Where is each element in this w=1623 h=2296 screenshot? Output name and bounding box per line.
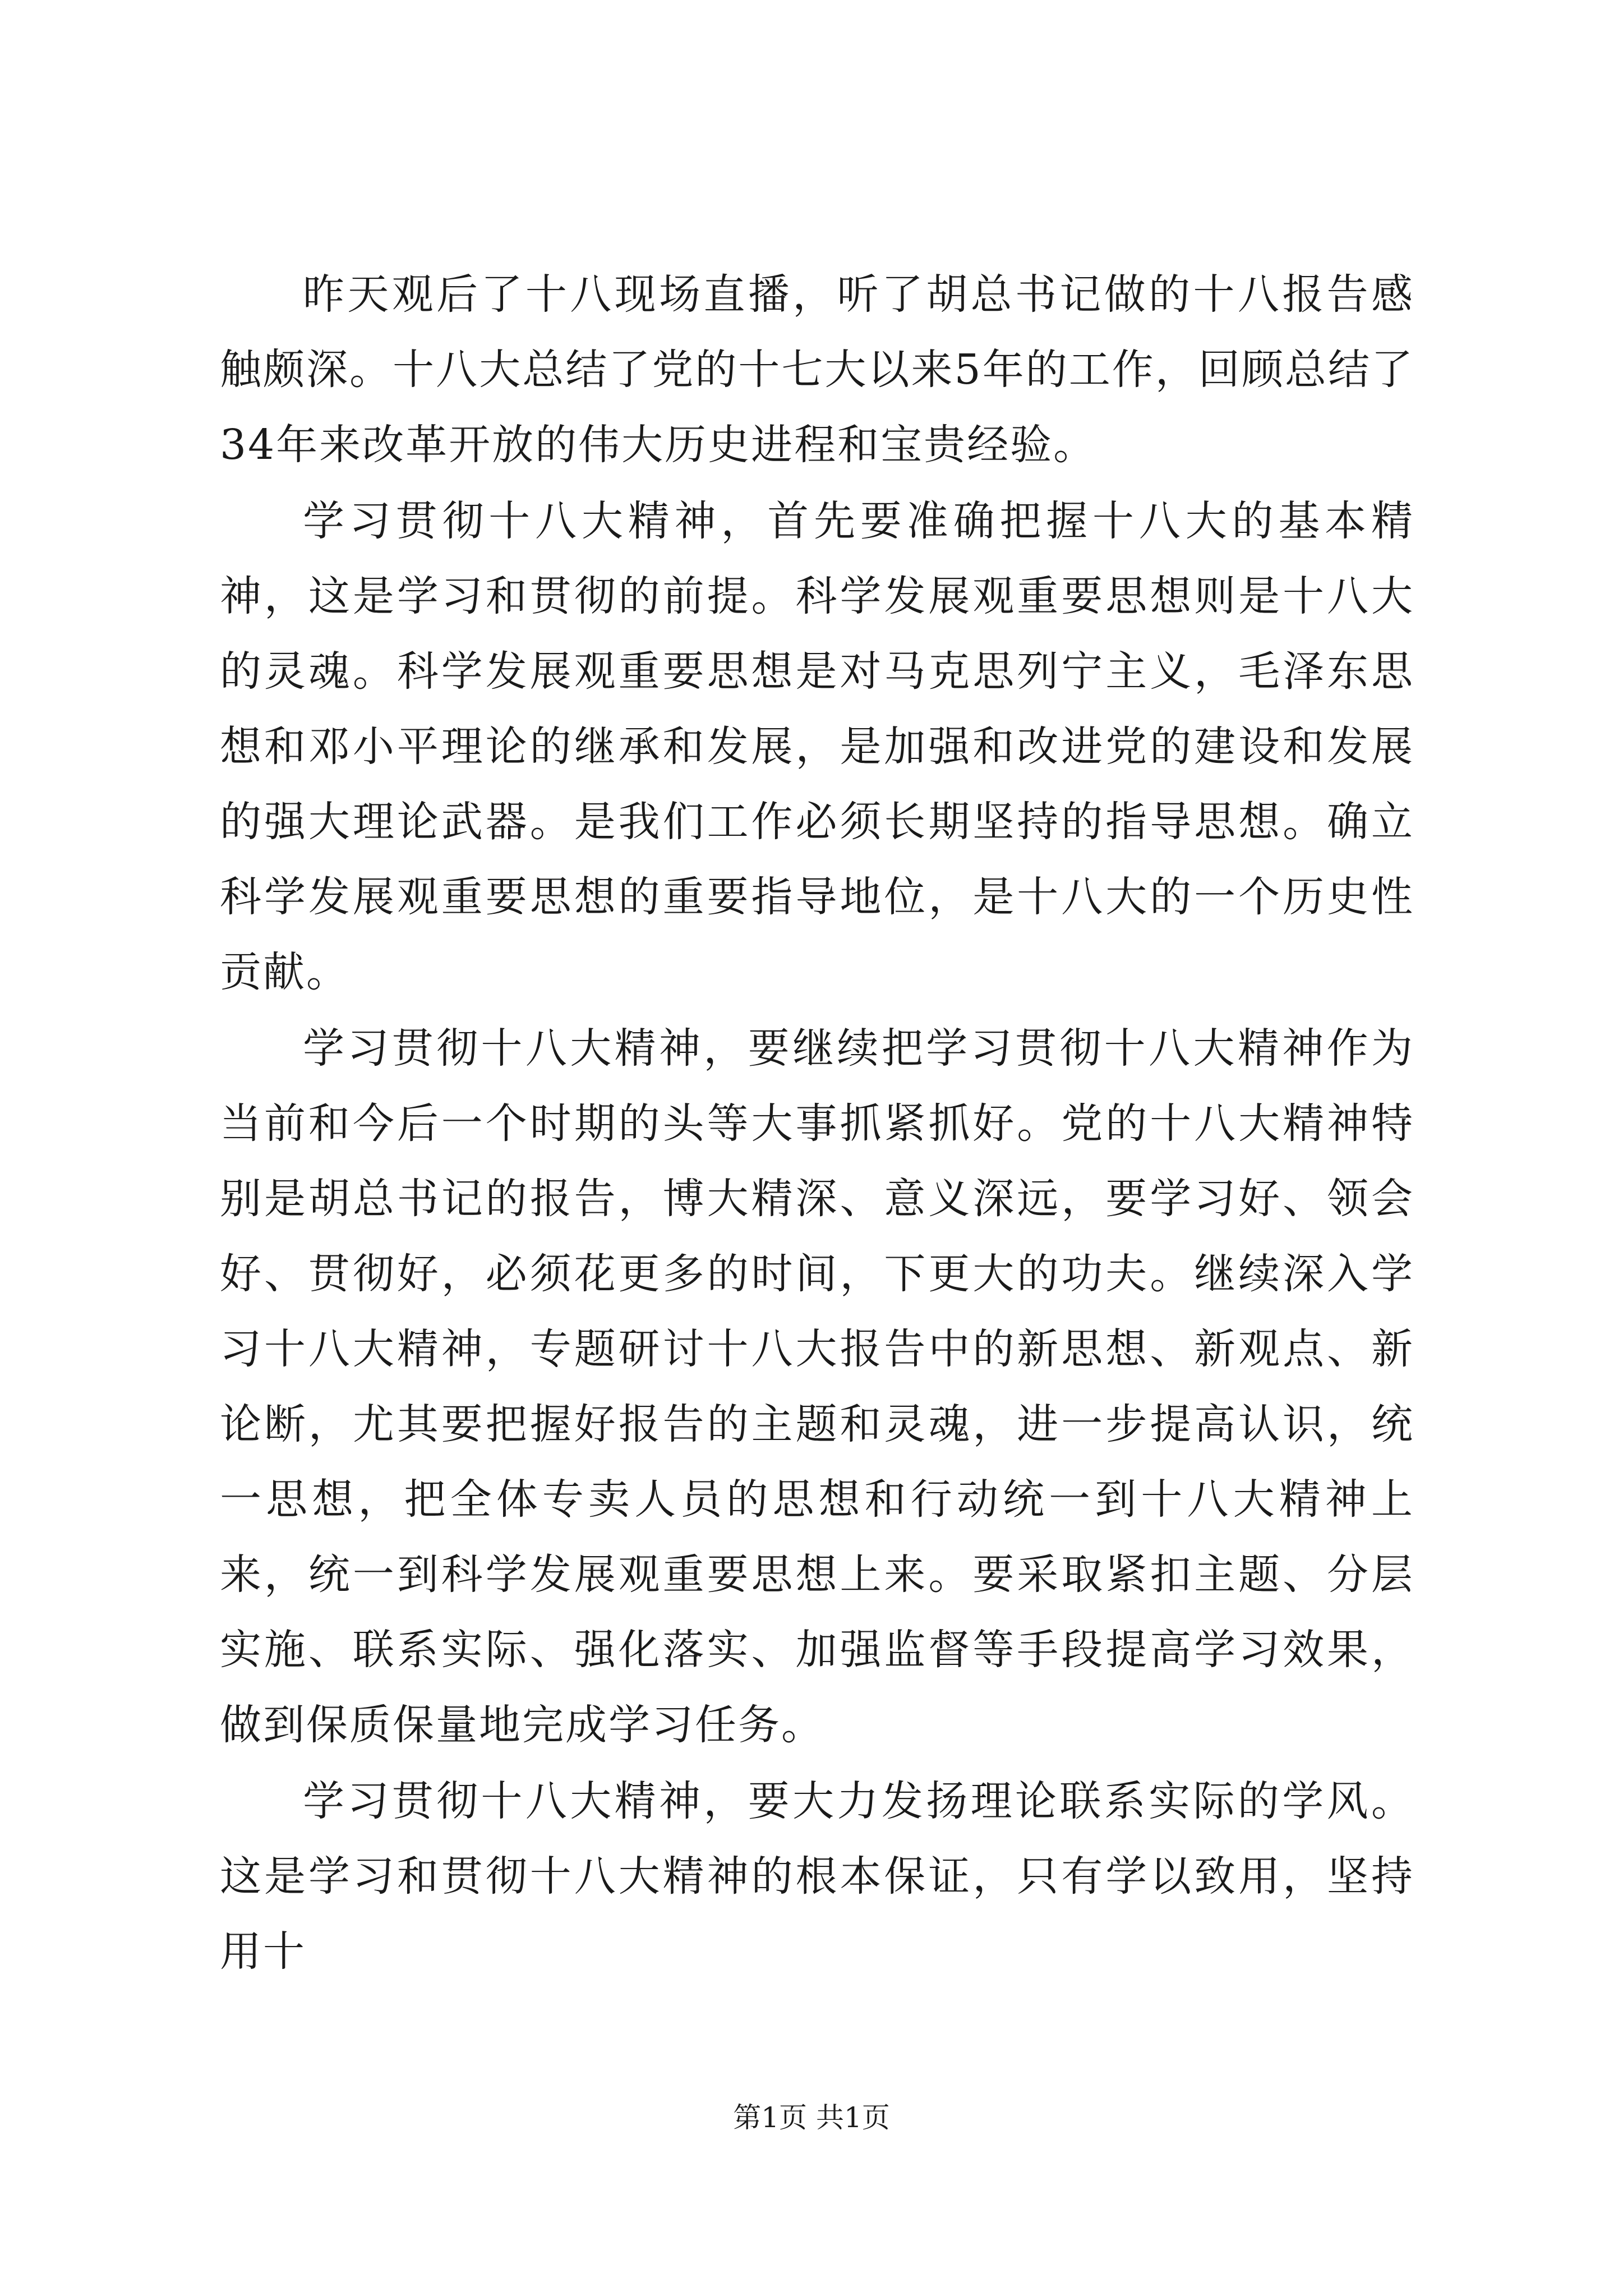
page-footer: 第1页 共1页 — [733, 2101, 890, 2134]
paragraph-4: 学习贯彻十八大精神，要大力发扬理论联系实际的学风。这是学习和贯彻十八大精神的根本保证，只有学以致用，坚持用十 — [220, 1777, 1414, 1976]
paragraph-3: 学习贯彻十八大精神，要继续把学习贯彻十八大精神作为当前和今后一个时期的头等大事抓紧抓好。党的十八大精神特别是胡总书记的报告，博大精深、意义深远，要学习好、领会好、贯彻好，必须花更多的时间，下更大的功夫。继续深入学习十八大精神，专题研讨十八大报告中的新思想、新观点、新论断，尤其要把握好报告的主题和灵魂，进一步提高认识，统一思想，把全体专卖人员的思想和行动统一到十八大精神上来，统一到科学发展观重要思想上来。要采取紧扣主题、分层实施、联系实际、强化落实、加强监督等手段提高学习效果，做到保质保量地完成学习任务。 — [220, 1024, 1414, 1749]
document-body — [220, 257, 1414, 1989]
paragraph-1: 昨天观后了十八现场直播，听了胡总书记做的十八报告感触颇深。十八大总结了党的十七大以来5年的工作，回顾总结了34年来改革开放的伟大历史进程和宝贵经验。 — [220, 270, 1414, 469]
paragraph-2: 学习贯彻十八大精神，首先要准确把握十八大的基本精神，这是学习和贯彻的前提。科学发展观重要思想则是十八大的灵魂。科学发展观重要思想是对马克思列宁主义，毛泽东思想和邓小平理论的继承和发展，是加强和改进党的建设和发展的强大理论武器。是我们工作必须长期坚持的指导思想。确立科学发展观重要思想的重要指导地位，是十八大的一个历史性贡献。 — [220, 497, 1414, 996]
